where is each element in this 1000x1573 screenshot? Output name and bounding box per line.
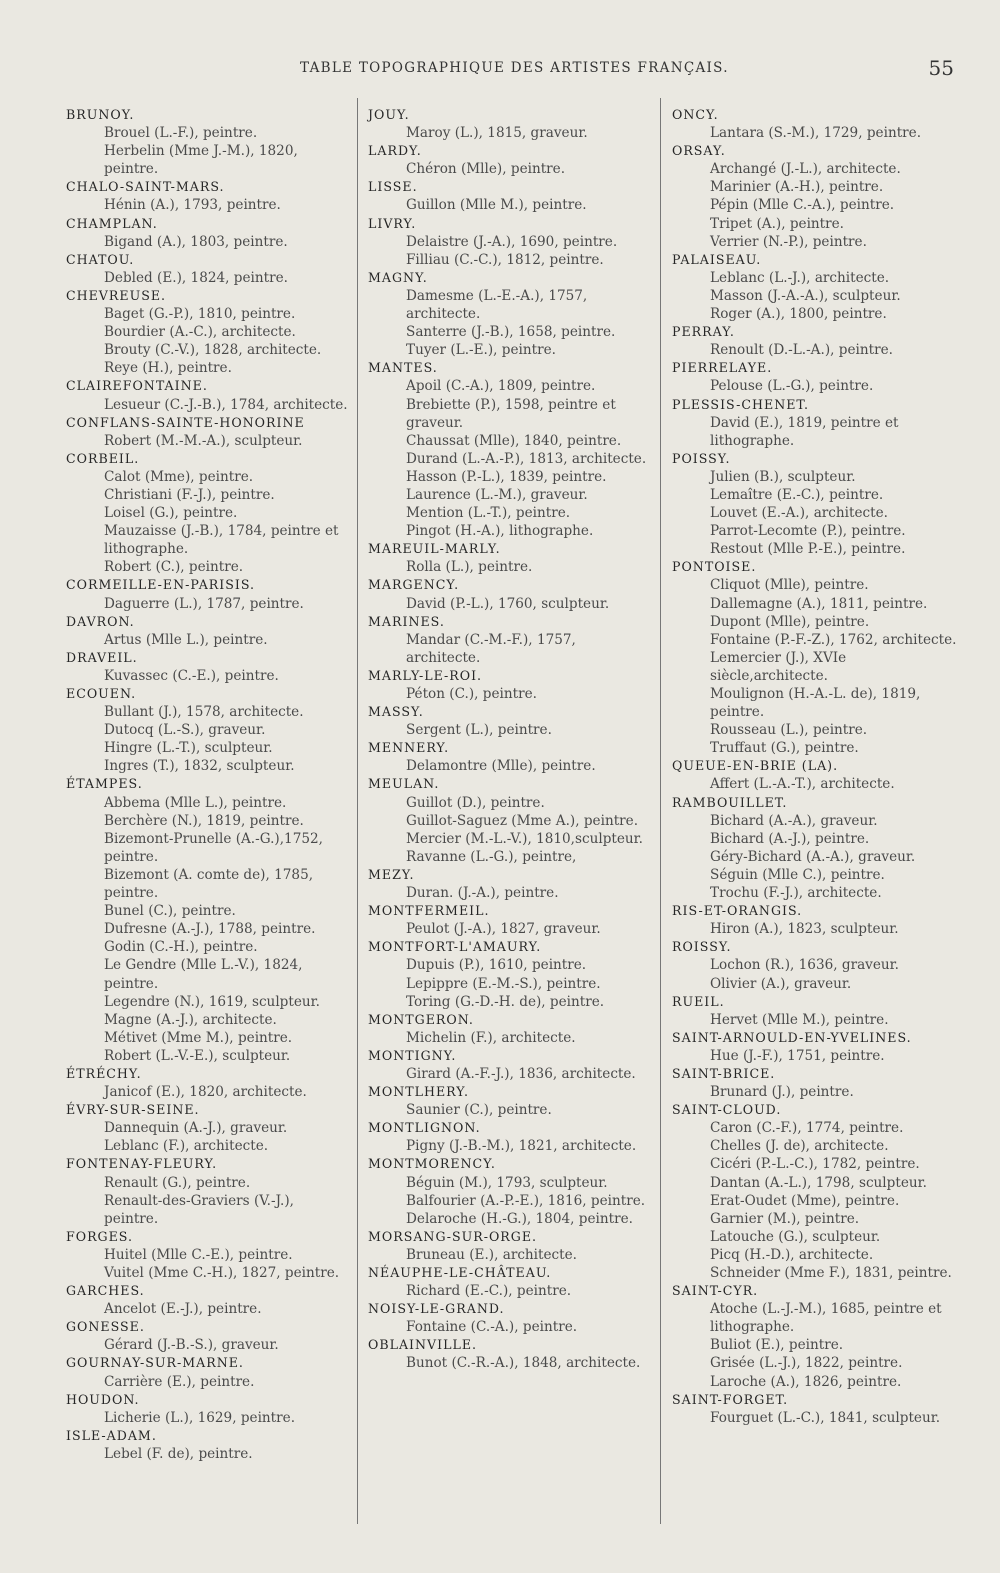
artist-entry: Dallemagne (A.), 1811, peintre.: [710, 595, 928, 612]
place-heading: GONESSE.: [66, 1319, 145, 1335]
place-heading: MARGENCY.: [368, 577, 460, 593]
artist-entry: Vuitel (Mme C.-H.), 1827, peintre.: [104, 1265, 340, 1281]
place-heading: MAREUIL-MARLY.: [368, 541, 501, 557]
artist-entry: Tuyer (L.-E.), peintre.: [406, 342, 556, 359]
artist-entry: Delamontre (Mlle), peintre.: [406, 758, 596, 775]
artist-entry: Mandar (C.-M.-F.), 1757, architecte.: [406, 631, 576, 666]
artist-entry: Bizemont (A. comte de), 1785, peintre.: [104, 866, 314, 902]
artist-entry: Fourguet (L.-C.), 1841, sculpteur.: [710, 1409, 941, 1426]
place-heading: MARINES.: [368, 613, 445, 629]
artist-entry: Loisel (G.), peintre.: [104, 505, 238, 522]
artist-entry: Laroche (A.), 1826, peintre.: [710, 1373, 902, 1390]
artist-entry: Chaussat (Mlle), 1840, peintre.: [406, 432, 622, 449]
artist-entry: Hénin (A.), 1793, peintre.: [104, 197, 281, 214]
place-heading: LISSE.: [368, 179, 418, 195]
artist-entry: Ancelot (E.-J.), peintre.: [104, 1301, 262, 1318]
artist-entry: Affert (L.-A.-T.), architecte.: [710, 776, 895, 793]
page-header: [0, 56, 1000, 84]
artist-entry: Julien (B.), sculpteur.: [710, 468, 856, 485]
artist-entry: Christiani (F.-J.), peintre.: [104, 486, 275, 503]
artist-entry: Mercier (M.-L.-V.), 1810,sculpteur.: [406, 830, 643, 847]
artist-entry: Godin (C.-H.), peintre.: [104, 939, 258, 956]
artist-entry: Richard (E.-C.), peintre.: [406, 1283, 572, 1300]
artist-entry: Robert (M.-M.-A.), sculpteur.: [104, 432, 303, 449]
place-heading: ÉVRY-SUR-SEINE.: [66, 1102, 200, 1118]
place-heading: CONFLANS-SAINTE-HONORINE: [66, 414, 305, 430]
artist-entry: Delaistre (J.-A.), 1690, peintre.: [406, 233, 618, 250]
artist-entry: Renault (G.), peintre.: [104, 1174, 251, 1191]
artist-entry: Masson (J.-A.-A.), sculpteur.: [710, 287, 901, 304]
column-divider: [357, 98, 358, 1524]
artist-entry: Michelin (F.), architecte.: [406, 1029, 576, 1046]
artist-entry: Caron (C.-F.), 1774, peintre.: [710, 1120, 904, 1137]
place-heading: JOUY.: [368, 107, 410, 122]
artist-entry: Robert (L.-V.-E.), sculpteur.: [104, 1047, 291, 1064]
artist-entry: Legendre (N.), 1619, sculpteur.: [104, 993, 320, 1010]
place-heading: QUEUE-EN-BRIE (LA).: [672, 758, 839, 774]
artist-entry: Lemercier (J.), XVIe siècle,architecte.: [710, 649, 847, 684]
artist-entry: Garnier (M.), peintre.: [710, 1210, 860, 1227]
artist-entry: Filliau (C.-C.), 1812, peintre.: [406, 251, 604, 268]
place-heading: PLESSIS-CHENET.: [672, 396, 809, 412]
artist-entry: Saunier (C.), peintre.: [406, 1102, 552, 1119]
artist-entry: Bunel (C.), peintre.: [104, 903, 236, 920]
artist-entry: Pépin (Mlle C.-A.), peintre.: [710, 197, 895, 214]
artist-entry: Duran. (J.-A.), peintre.: [406, 885, 559, 902]
artist-entry: Huitel (Mlle C.-E.), peintre.: [104, 1246, 293, 1263]
artist-entry: Herbelin (Mme J.-M.), 1820, peintre.: [104, 143, 298, 178]
place-heading: MONTGERON.: [368, 1011, 474, 1027]
artist-entry: Olivier (A.), graveur.: [710, 975, 852, 992]
place-heading: PONTOISE.: [672, 559, 757, 575]
artist-entry: Hiron (A.), 1823, sculpteur.: [710, 921, 899, 938]
artist-entry: Ravanne (L.-G.), peintre,: [406, 848, 577, 865]
artist-entry: Dufresne (A.-J.), 1788, peintre.: [104, 921, 316, 938]
artist-entry: Lesueur (C.-J.-B.), 1784, architecte.: [104, 396, 348, 413]
artist-entry: Renoult (D.-L.-A.), peintre.: [710, 342, 893, 359]
artist-entry: Balfourier (A.-P.-E.), 1816, peintre.: [406, 1192, 646, 1209]
place-heading: SAINT-ARNOULD-EN-YVELINES.: [672, 1029, 912, 1045]
place-heading: CHATOU.: [66, 251, 135, 267]
artist-entry: Ingres (T.), 1832, sculpteur.: [104, 758, 295, 775]
artist-entry: Bullant (J.), 1578, architecte.: [104, 704, 304, 721]
place-heading: MEZY.: [368, 866, 415, 882]
artist-entry: Bichard (A.-A.), graveur.: [710, 812, 878, 829]
artist-entry: Laurence (L.-M.), graveur.: [406, 486, 588, 503]
artist-entry: Cicéri (P.-L.-C.), 1782, peintre.: [710, 1156, 920, 1173]
artist-entry: Carrière (E.), peintre.: [104, 1373, 255, 1390]
artist-entry: Bizemont-Prunelle (A.-G.),1752, peintre.: [104, 830, 323, 865]
place-heading: SAINT-CLOUD.: [672, 1102, 782, 1118]
artist-entry: Guillon (Mlle M.), peintre.: [406, 197, 587, 214]
place-heading: FORGES.: [66, 1228, 133, 1244]
artist-entry: Bourdier (A.-C.), architecte.: [104, 324, 296, 341]
place-heading: CLAIREFONTAINE.: [66, 378, 208, 394]
place-heading: FONTENAY-FLEURY.: [66, 1156, 218, 1172]
artist-entry: Rousseau (L.), peintre.: [710, 722, 868, 739]
place-heading: ISLE-ADAM.: [66, 1427, 157, 1443]
place-heading: NOISY-LE-GRAND.: [368, 1301, 505, 1317]
artist-entry: Trochu (F.-J.), architecte.: [710, 885, 882, 902]
place-heading: MORSANG-SUR-ORGE.: [368, 1228, 538, 1244]
artist-entry: Guillot-Saguez (Mme A.), peintre.: [406, 812, 639, 829]
artist-entry: Brouty (C.-V.), 1828, architecte.: [104, 342, 322, 359]
artist-entry: Hervet (Mlle M.), peintre.: [710, 1011, 889, 1028]
artist-entry: Debled (E.), 1824, peintre.: [104, 269, 288, 286]
artist-entry: Daguerre (L.), 1787, peintre.: [104, 595, 304, 612]
place-heading: ÉTRÉCHY.: [66, 1065, 142, 1081]
place-heading: MEULAN.: [368, 776, 440, 792]
artist-entry: Fontaine (P.-F.-Z.), 1762, architecte.: [710, 631, 957, 648]
place-heading: ECOUEN.: [66, 686, 137, 701]
artist-entry: Pigny (J.-B.-M.), 1821, architecte.: [406, 1138, 637, 1155]
artist-entry: Archangé (J.-L.), architecte.: [710, 161, 901, 178]
place-heading: BRUNOY.: [66, 107, 135, 122]
artist-entry: Chelles (J. de), architecte.: [710, 1138, 889, 1155]
place-heading: DRAVEIL.: [66, 649, 138, 665]
place-heading: SAINT-FORGET.: [672, 1391, 789, 1407]
place-heading: RIS-ET-ORANGIS.: [672, 903, 803, 919]
artist-entry: Delaroche (H.-G.), 1804, peintre.: [406, 1210, 633, 1227]
artist-entry: Béguin (M.), 1793, sculpteur.: [406, 1174, 608, 1191]
artist-entry: Marinier (A.-H.), peintre.: [710, 179, 884, 196]
artist-entry: Robert (C.), peintre.: [104, 559, 244, 576]
artist-entry: Brouel (L.-F.), peintre.: [104, 125, 258, 142]
artist-entry: Peulot (J.-A.), 1827, graveur.: [406, 921, 601, 938]
artist-entry: Péton (C.), peintre.: [406, 686, 537, 702]
place-heading: PALAISEAU.: [672, 251, 762, 267]
place-heading: RAMBOUILLET.: [672, 794, 788, 810]
artist-entry: Pingot (H.-A.), lithographe.: [406, 523, 594, 540]
place-heading: NÉAUPHE-LE-CHÂTEAU.: [368, 1265, 552, 1280]
artist-entry: Rolla (L.), peintre.: [406, 559, 533, 576]
artist-entry: Brunard (J.), peintre.: [710, 1084, 854, 1101]
artist-entry: Magne (A.-J.), architecte.: [104, 1011, 277, 1028]
artist-entry: Lemaître (E.-C.), peintre.: [710, 486, 884, 503]
place-heading: CHAMPLAN.: [66, 215, 158, 231]
artist-entry: Mention (L.-T.), peintre.: [406, 505, 571, 522]
artist-entry: Lepippre (E.-M.-S.), peintre.: [406, 975, 601, 992]
artist-entry: Tripet (A.), peintre.: [710, 215, 845, 232]
place-heading: CHALO-SAINT-MARS.: [66, 179, 225, 195]
place-heading: SAINT-BRICE.: [672, 1065, 776, 1081]
place-heading: GOURNAY-SUR-MARNE.: [66, 1355, 244, 1371]
artist-entry: Santerre (J.-B.), 1658, peintre.: [406, 324, 616, 341]
artist-entry: Verrier (N.-P.), peintre.: [710, 233, 867, 250]
artist-entry: Grisée (L.-J.), 1822, peintre.: [710, 1355, 903, 1372]
artist-entry: Reye (H.), peintre.: [104, 360, 232, 377]
artist-entry: Hasson (P.-L.), 1839, peintre.: [406, 468, 607, 485]
place-heading: ORSAY.: [672, 143, 726, 159]
place-heading: LIVRY.: [368, 215, 417, 231]
place-heading: MONTFERMEIL.: [368, 903, 490, 919]
place-heading: RUEIL.: [672, 993, 725, 1009]
artist-entry: Bunot (C.-R.-A.), 1848, architecte.: [406, 1355, 641, 1372]
artist-entry: Apoil (C.-A.), 1809, peintre.: [406, 378, 596, 395]
artist-entry: Géry-Bichard (A.-A.), graveur.: [710, 848, 916, 865]
place-heading: ROISSY.: [672, 939, 732, 955]
artist-entry: Kuvassec (C.-E.), peintre.: [104, 667, 279, 684]
artist-entry: Cliquot (Mlle), peintre.: [710, 577, 869, 594]
place-heading: LARDY.: [368, 143, 422, 159]
artist-entry: Roger (A.), 1800, peintre.: [710, 306, 887, 323]
artist-entry: Bichard (A.-J.), peintre.: [710, 830, 870, 847]
artist-entry: Licherie (L.), 1629, peintre.: [104, 1409, 296, 1426]
place-heading: HOUDON.: [66, 1391, 140, 1407]
artist-entry: Chéron (Mlle), peintre.: [406, 161, 566, 178]
place-heading: PIERRELAYE.: [672, 360, 773, 376]
artist-entry: Baget (G.-P.), 1810, peintre.: [104, 306, 296, 323]
artist-entry: Durand (L.-A.-P.), 1813, architecte.: [406, 450, 647, 467]
artist-entry: Restout (Mlle P.-E.), peintre.: [710, 541, 906, 558]
artist-entry: David (P.-L.), 1760, sculpteur.: [406, 595, 610, 612]
artist-entry: Métivet (Mme M.), peintre.: [104, 1029, 293, 1046]
place-heading: MONTIGNY.: [368, 1047, 457, 1063]
artist-entry: Parrot-Lecomte (P.), peintre.: [710, 523, 906, 540]
artist-entry: Berchère (N.), 1819, peintre.: [104, 812, 304, 829]
place-heading: OBLAINVILLE.: [368, 1337, 478, 1353]
place-heading: CHEVREUSE.: [66, 287, 167, 303]
artist-entry: Dutocq (L.-S.), graveur.: [104, 722, 266, 739]
place-heading: MANTES.: [368, 360, 438, 376]
artist-entry: Dupuis (P.), 1610, peintre.: [406, 957, 587, 974]
artist-entry: Calot (Mme), peintre.: [104, 468, 254, 485]
artist-entry: Bigand (A.), 1803, peintre.: [104, 233, 288, 250]
artist-entry: Brebiette (P.), 1598, peintre et graveur.: [406, 396, 616, 431]
place-heading: MENNERY.: [368, 740, 450, 756]
place-heading: POISSY.: [672, 450, 731, 466]
place-heading: ONCY.: [672, 107, 719, 122]
place-heading: MONTFORT-L'AMAURY.: [368, 939, 542, 955]
artist-entry: Gérard (J.-B.-S.), graveur.: [104, 1337, 279, 1354]
place-heading: MONTLHERY.: [368, 1084, 469, 1100]
place-heading: SAINT-CYR.: [672, 1283, 759, 1299]
place-heading: MONTLIGNON.: [368, 1120, 481, 1136]
running-title: TABLE TOPOGRAPHIQUE DES ARTISTES FRANÇAIS.: [300, 60, 729, 76]
place-heading: MASSY.: [368, 704, 424, 720]
artist-entry: Lochon (R.), 1636, graveur.: [710, 957, 899, 974]
artist-entry: Damesme (L.-E.-A.), 1757, architecte.: [406, 287, 588, 323]
column-2: [368, 106, 654, 1373]
artist-entry: Buliot (E.), peintre.: [710, 1337, 844, 1354]
artist-entry: Lantara (S.-M.), 1729, peintre.: [710, 125, 922, 142]
place-heading: MARLY-LE-ROI.: [368, 667, 483, 683]
artist-entry: Le Gendre (Mlle L.-V.), 1824, peintre.: [104, 957, 303, 992]
artist-entry: Dantan (A.-L.), 1798, sculpteur.: [710, 1174, 927, 1191]
artist-entry: Hue (J.-F.), 1751, peintre.: [710, 1047, 885, 1064]
artist-entry: Moulignon (H.-A.-L. de), 1819, peintre.: [710, 686, 921, 721]
artist-entry: David (E.), 1819, peintre et lithographe.: [710, 414, 899, 449]
place-heading: GARCHES.: [66, 1283, 145, 1299]
artist-entry: Séguin (Mlle C.), peintre.: [710, 866, 885, 883]
artist-entry: Bruneau (E.), architecte.: [406, 1246, 577, 1263]
artist-entry: Picq (H.-D.), architecte.: [710, 1246, 874, 1263]
artist-entry: Dupont (Mlle), peintre.: [710, 613, 870, 630]
artist-entry: Artus (Mlle L.), peintre.: [104, 631, 268, 648]
artist-entry: Hingre (L.-T.), sculpteur.: [104, 740, 273, 757]
artist-entry: Renault-des-Graviers (V.-J.), peintre.: [104, 1192, 294, 1227]
artist-entry: Truffaut (G.), peintre.: [710, 740, 859, 757]
place-heading: CORMEILLE-EN-PARISIS.: [66, 577, 256, 593]
artist-entry: Fontaine (C.-A.), peintre.: [406, 1319, 578, 1336]
artist-entry: Toring (G.-D.-H. de), peintre.: [406, 993, 605, 1010]
place-heading: CORBEIL.: [66, 450, 140, 466]
column-divider: [660, 98, 661, 1524]
artist-entry: Pelouse (L.-G.), peintre.: [710, 378, 874, 395]
artist-entry: Sergent (L.), peintre.: [406, 722, 552, 739]
artist-entry: Guillot (D.), peintre.: [406, 794, 545, 811]
artist-entry: Erat-Oudet (Mme), peintre.: [710, 1192, 900, 1209]
artist-entry: Maroy (L.), 1815, graveur.: [406, 125, 588, 142]
artist-entry: Atoche (L.-J.-M.), 1685, peintre et lithographe.: [710, 1301, 942, 1336]
artist-entry: Janicof (E.), 1820, architecte.: [104, 1084, 307, 1101]
artist-entry: Lebel (F. de), peintre.: [104, 1445, 253, 1462]
page-number: 55: [928, 56, 954, 80]
place-heading: MONTMORENCY.: [368, 1156, 496, 1172]
column-3: [672, 106, 962, 1427]
place-heading: PERRAY.: [672, 324, 735, 340]
place-heading: DAVRON.: [66, 613, 135, 629]
artist-entry: Latouche (G.), sculpteur.: [710, 1228, 881, 1245]
artist-entry: Leblanc (L.-J.), architecte.: [710, 269, 890, 286]
artist-entry: Dannequin (A.-J.), graveur.: [104, 1120, 288, 1137]
artist-entry: Mauzaisse (J.-B.), 1784, peintre et lithographe.: [104, 523, 339, 558]
artist-entry: Schneider (Mme F.), 1831, peintre.: [710, 1265, 952, 1281]
artist-entry: Louvet (E.-A.), architecte.: [710, 505, 888, 522]
place-heading: MAGNY.: [368, 269, 428, 285]
column-1: [66, 106, 350, 1463]
artist-entry: Abbema (Mlle L.), peintre.: [104, 794, 287, 811]
artist-entry: Leblanc (F.), architecte.: [104, 1138, 269, 1155]
place-heading: ÉTAMPES.: [66, 776, 143, 792]
artist-entry: Girard (A.-F.-J.), 1836, architecte.: [406, 1065, 636, 1082]
